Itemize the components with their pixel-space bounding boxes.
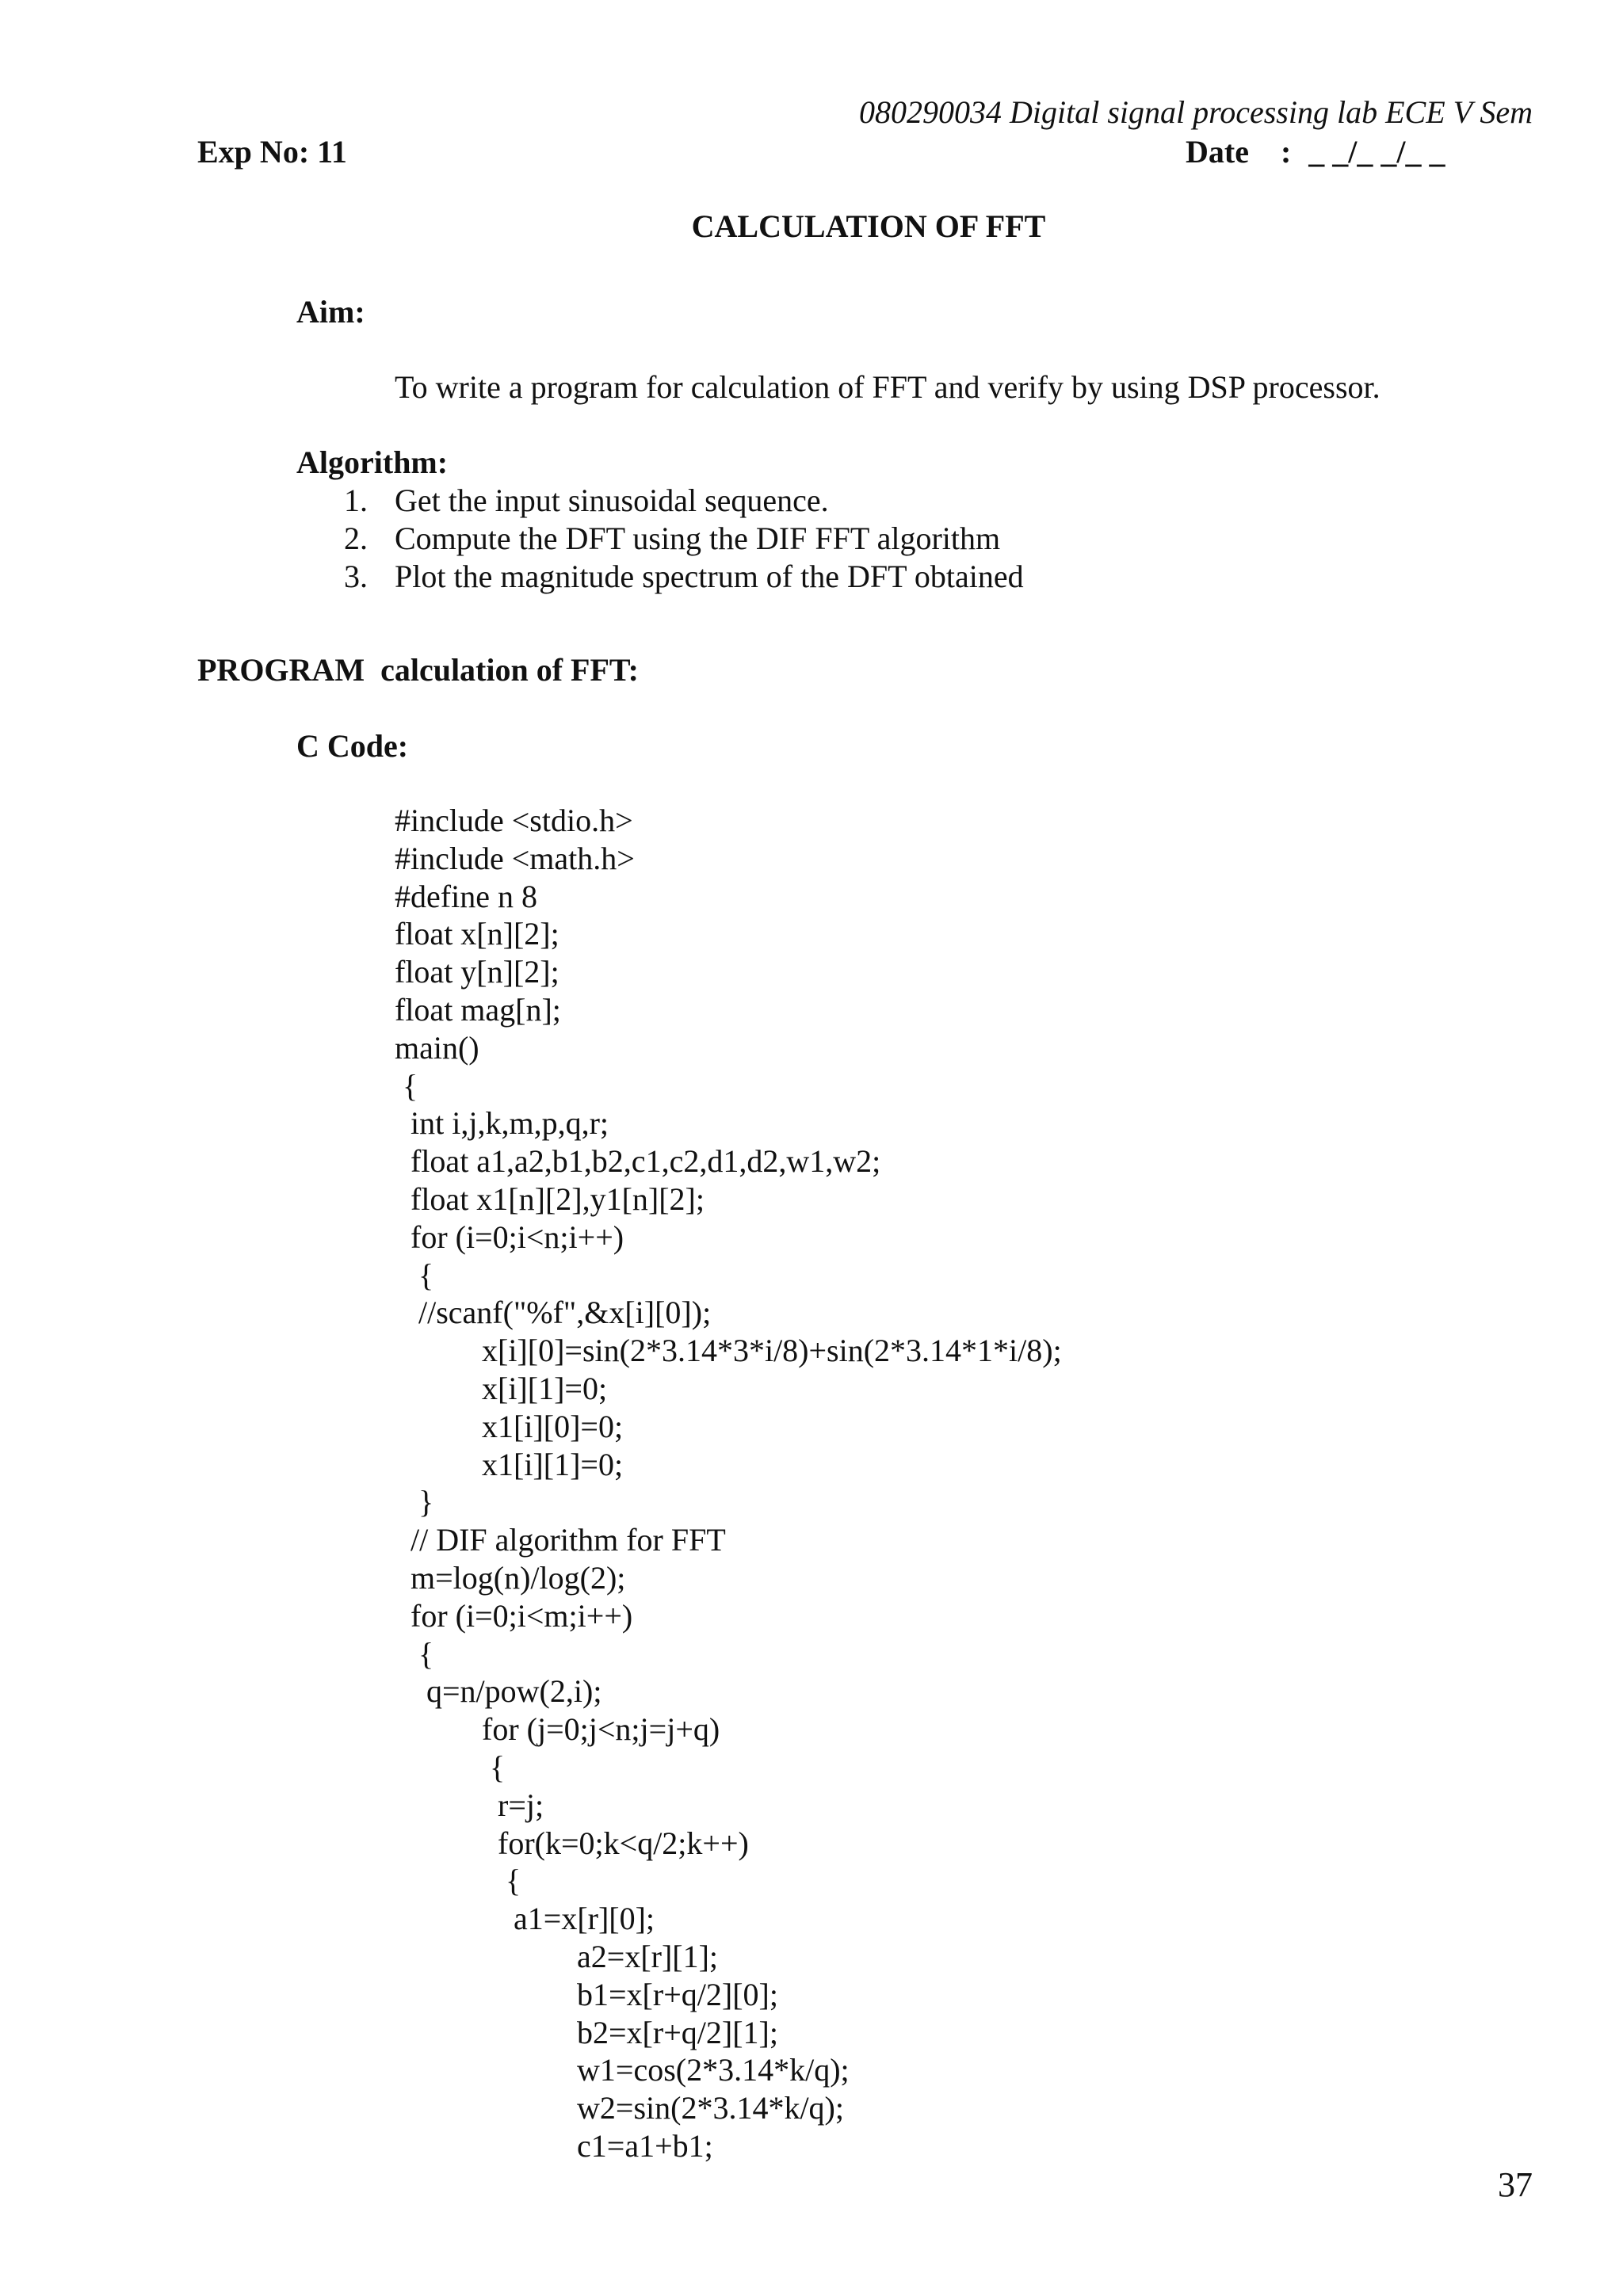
algorithm-step	[344, 520, 1024, 558]
code-line: float mag[n];	[395, 991, 561, 1028]
date-colon: :	[1280, 134, 1292, 170]
code-line: for (j=0;j<n;j=j+q)	[395, 1711, 720, 1748]
aim-text: To write a program for calculation of FFT and verify by using DSP processor.	[395, 369, 1381, 405]
c-code-heading: C Code:	[296, 728, 409, 764]
code-line: a1=x[r][0];	[395, 1901, 655, 1937]
code-line: #define n 8	[395, 878, 537, 914]
code-line: x1[i][0]=0;	[395, 1408, 624, 1444]
code-line: #include <stdio.h>	[395, 803, 633, 838]
code-line: {	[395, 1749, 506, 1785]
step-number: 1.	[344, 482, 368, 518]
code-line: int i,j,k,m,p,q,r;	[395, 1105, 609, 1142]
code-line: for (i=0;i<n;i++)	[395, 1219, 624, 1255]
code-line: c1=a1+b1;	[395, 2127, 713, 2164]
code-line: for (i=0;i<m;i++)	[395, 1597, 633, 1634]
experiment-number: Exp No: 11	[197, 134, 347, 170]
date-field	[1186, 133, 1445, 170]
code-line: float x1[n][2],y1[n][2];	[395, 1180, 705, 1217]
step-text: Compute the DFT using the DIF FFT algorithm	[395, 521, 1001, 556]
step-text: Get the input sinusoidal sequence.	[395, 482, 829, 518]
code-line: float y[n][2];	[395, 954, 559, 990]
code-line: b1=x[r+q/2][0];	[395, 1976, 778, 2012]
step-number: 3.	[344, 559, 368, 594]
code-line: r=j;	[395, 1787, 544, 1823]
code-line: b2=x[r+q/2][1];	[395, 2014, 778, 2050]
document-title: CALCULATION OF FFT	[691, 208, 1046, 244]
step-text: Plot the magnitude spectrum of the DFT obtained	[395, 559, 1024, 594]
code-line: float x[n][2];	[395, 916, 559, 952]
code-line: x[i][1]=0;	[395, 1370, 608, 1406]
code-line: // DIF algorithm for FFT	[395, 1522, 726, 1558]
aim-heading: Aim:	[296, 294, 365, 330]
course-header: 080290034 Digital signal processing lab ECE V Sem	[859, 94, 1533, 130]
code-line: a2=x[r][1];	[395, 1938, 719, 1974]
code-line: float a1,a2,b1,b2,c1,c2,d1,d2,w1,w2;	[395, 1143, 881, 1180]
code-line: {	[395, 1257, 434, 1293]
code-line: //scanf("%f",&x[i][0]);	[395, 1295, 712, 1331]
code-line: w1=cos(2*3.14*k/q);	[395, 2052, 850, 2088]
date-blank: _ _/_ _/_ _	[1308, 134, 1445, 170]
code-line: {	[395, 1635, 434, 1672]
program-heading: PROGRAM calculation of FFT:	[197, 652, 639, 688]
algorithm-step	[344, 482, 1024, 520]
code-line: }	[395, 1484, 434, 1520]
code-line: {	[395, 1863, 521, 1899]
algorithm-step	[344, 558, 1024, 596]
page-number: 37	[1498, 2165, 1533, 2204]
code-listing	[395, 802, 1062, 2165]
date-label: Date	[1186, 134, 1249, 170]
code-line: main()	[395, 1029, 479, 1066]
code-line: w2=sin(2*3.14*k/q);	[395, 2090, 844, 2126]
code-line: #include <math.h>	[395, 840, 635, 876]
code-line: for(k=0;k<q/2;k++)	[395, 1825, 749, 1861]
algorithm-steps	[344, 482, 1024, 596]
step-number: 2.	[344, 521, 368, 556]
code-line: m=log(n)/log(2);	[395, 1559, 626, 1596]
code-line: x1[i][1]=0;	[395, 1446, 624, 1482]
code-line: x[i][0]=sin(2*3.14*3*i/8)+sin(2*3.14*1*i/8);	[395, 1333, 1062, 1369]
code-line: {	[395, 1067, 418, 1104]
code-line: q=n/pow(2,i);	[395, 1673, 602, 1710]
algorithm-heading: Algorithm:	[296, 444, 449, 480]
